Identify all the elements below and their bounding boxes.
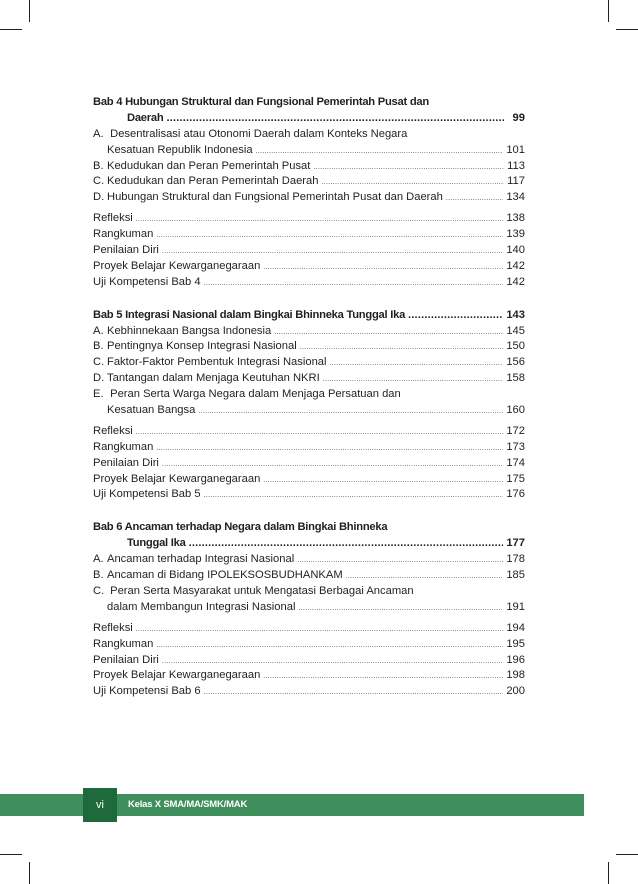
- dot-leader: [408, 308, 503, 324]
- item-title: Uji Kompetensi Bab 5: [93, 488, 201, 501]
- crop-mark: [608, 862, 609, 884]
- crop-mark: [0, 854, 22, 855]
- item-title: Penilaian Diri: [93, 244, 159, 257]
- item-title: Kesatuan Bangsa: [107, 404, 196, 417]
- chapter-title: Bab 4 Hubungan Struktural dan Fungsional Pemerintah Pusat dan: [93, 96, 429, 108]
- item-title: Kesatuan Republik Indonesia: [107, 143, 253, 156]
- page-number: 142: [506, 275, 525, 288]
- item-title: Hubungan Struktural dan Fungsional Pemerintah Pusat dan Daerah: [107, 191, 443, 204]
- dot-leader: [263, 473, 503, 489]
- toc-entry: [93, 403, 525, 419]
- item-title: Proyek Belajar Kewarganegaraan: [93, 259, 261, 272]
- toc-entry: [93, 190, 525, 206]
- page-number: 143: [506, 308, 525, 321]
- toc-entry: [93, 259, 525, 275]
- page-number: 160: [506, 404, 525, 417]
- page-number: 113: [507, 159, 525, 172]
- crop-mark: [608, 0, 609, 22]
- page-number: 175: [506, 472, 525, 485]
- chapter-heading: [93, 520, 525, 536]
- dot-leader: [313, 160, 504, 176]
- page-number: 195: [506, 637, 525, 650]
- dot-leader: [189, 536, 504, 552]
- dot-leader: [346, 569, 504, 585]
- toc-entry: [93, 324, 525, 340]
- page-number: 196: [506, 653, 525, 666]
- dot-leader: [300, 340, 504, 356]
- item-letter: A.: [93, 324, 104, 337]
- toc-entry: [93, 472, 525, 488]
- dot-leader: [162, 654, 503, 670]
- item-letter: C.: [93, 356, 105, 369]
- chapter-heading: [93, 111, 525, 127]
- item-letter: A.: [93, 127, 104, 140]
- crop-mark: [616, 854, 638, 855]
- page-number: 139: [506, 228, 525, 241]
- toc-entry: [93, 355, 525, 371]
- chapter-heading: [93, 95, 525, 111]
- toc-entry: [93, 552, 525, 568]
- dot-leader: [263, 260, 503, 276]
- item-title: Peran Serta Warga Negara dalam Menjaga Persatuan dan: [110, 388, 401, 401]
- toc-entry: [93, 584, 525, 600]
- page-number: 198: [506, 669, 525, 682]
- toc-entry: [93, 487, 525, 503]
- toc-entry: [93, 637, 525, 653]
- dot-leader: [204, 685, 504, 701]
- page-number: 99: [512, 111, 525, 124]
- toc-entry: [93, 668, 525, 684]
- toc-entry: [93, 143, 525, 159]
- chapter-title: Bab 5 Integrasi Nasional dalam Bingkai Bhinneka Tunggal Ika: [93, 308, 406, 321]
- toc-entry: [93, 127, 525, 143]
- dot-leader: [156, 441, 503, 457]
- dot-leader: [156, 638, 503, 654]
- chapter-title: Tunggal Ika: [127, 537, 186, 550]
- dot-leader: [162, 457, 503, 473]
- item-title: Uji Kompetensi Bab 6: [93, 685, 201, 698]
- page-number: 142: [506, 259, 525, 272]
- item-title: Rangkuman: [93, 440, 154, 453]
- page-number: 140: [506, 244, 525, 257]
- dot-leader: [162, 244, 503, 260]
- toc-entry: [93, 174, 525, 190]
- crop-mark: [29, 0, 30, 22]
- toc-entry: [93, 159, 525, 175]
- item-letter: C.: [93, 175, 105, 188]
- dot-leader: [330, 356, 504, 372]
- dot-leader: [198, 404, 503, 420]
- item-title: Kedudukan dan Peran Pemerintah Pusat: [107, 159, 311, 172]
- toc-entry: [93, 275, 525, 291]
- item-title: Ancaman di Bidang IPOLEKSOSBUDHANKAM: [107, 569, 343, 582]
- item-title: Refleksi: [93, 621, 133, 634]
- page-number: 172: [506, 424, 525, 437]
- toc-entry: [93, 456, 525, 472]
- dot-leader: [204, 276, 504, 292]
- chapter-heading: [93, 536, 525, 552]
- item-title: Ancaman terhadap Integrasi Nasional: [107, 553, 295, 566]
- page-number: 176: [506, 488, 525, 501]
- crop-mark: [0, 29, 22, 30]
- dot-leader: [156, 228, 503, 244]
- item-title: Rangkuman: [93, 637, 154, 650]
- item-title: Refleksi: [93, 212, 133, 225]
- dot-leader: [256, 144, 504, 160]
- page-number: 134: [506, 191, 525, 204]
- dot-leader: [298, 601, 503, 617]
- toc-entry: [93, 600, 525, 616]
- dot-leader: [297, 553, 503, 569]
- page-number: 191: [506, 600, 525, 613]
- item-title: Desentralisasi atau Otonomi Daerah dalam Konteks Negara: [110, 127, 408, 140]
- item-letter: B.: [93, 340, 104, 353]
- toc-entry: [93, 621, 525, 637]
- toc-entry: [93, 653, 525, 669]
- toc-entry: [93, 339, 525, 355]
- item-letter: C.: [93, 584, 105, 597]
- page-number: 174: [506, 456, 525, 469]
- page-number: 156: [506, 356, 525, 369]
- page-number: 178: [506, 553, 525, 566]
- page-number: 158: [506, 372, 525, 385]
- item-title: Rangkuman: [93, 228, 154, 241]
- page-number: 117: [507, 175, 525, 188]
- item-letter: B.: [93, 569, 104, 582]
- chapter-heading: [93, 308, 525, 324]
- dot-leader: [136, 425, 504, 441]
- toc-entry: [93, 440, 525, 456]
- item-letter: D.: [93, 372, 105, 385]
- item-title: Refleksi: [93, 424, 133, 437]
- dot-leader: [136, 622, 504, 638]
- toc-entry: [93, 568, 525, 584]
- page-number: 200: [506, 685, 525, 698]
- crop-mark: [616, 29, 638, 30]
- item-title: Tantangan dalam Menjaga Keutuhan NKRI: [107, 372, 320, 385]
- chapter-title: Daerah: [127, 111, 164, 124]
- item-title: Pentingnya Konsep Integrasi Nasional: [107, 340, 297, 353]
- toc-entry: [93, 227, 525, 243]
- page-number: 194: [506, 621, 525, 634]
- dot-leader: [136, 212, 504, 228]
- page-number: 185: [506, 569, 525, 582]
- toc-entry: [93, 211, 525, 227]
- item-title: Kedudukan dan Peran Pemerintah Daerah: [107, 175, 319, 188]
- item-letter: D.: [93, 191, 105, 204]
- item-title: Faktor-Faktor Pembentuk Integrasi Nasional: [107, 356, 327, 369]
- dot-leader: [204, 488, 504, 504]
- table-of-contents: [93, 95, 525, 700]
- page-number: 101: [506, 143, 525, 156]
- item-letter: A.: [93, 553, 104, 566]
- dot-leader: [323, 372, 504, 388]
- toc-entry: [93, 371, 525, 387]
- page-number: 173: [506, 440, 525, 453]
- chapter-title: Bab 6 Ancaman terhadap Negara dalam Bingkai Bhinneka: [93, 521, 388, 534]
- dot-leader: [166, 111, 504, 127]
- toc-entry: [93, 424, 525, 440]
- toc-entry: [93, 387, 525, 403]
- dot-leader: [321, 175, 504, 191]
- toc-entry: [93, 684, 525, 700]
- dot-leader: [446, 191, 503, 207]
- item-title: Uji Kompetensi Bab 4: [93, 275, 201, 288]
- item-title: Penilaian Diri: [93, 456, 159, 469]
- page-number: 145: [506, 324, 525, 337]
- item-title: dalam Membangun Integrasi Nasional: [107, 600, 296, 613]
- page-number: 177: [506, 537, 525, 550]
- item-title: Peran Serta Masyarakat untuk Mengatasi Berbagai Ancaman: [110, 584, 414, 597]
- footer-book-label: Kelas X SMA/MA/SMK/MAK: [128, 799, 248, 810]
- footer-page-number: vi: [83, 788, 117, 822]
- dot-leader: [263, 669, 503, 685]
- item-letter: B.: [93, 159, 104, 172]
- item-title: Proyek Belajar Kewarganegaraan: [93, 472, 261, 485]
- item-letter: E.: [93, 388, 104, 401]
- item-title: Kebhinnekaan Bangsa Indonesia: [107, 324, 272, 337]
- toc-entry: [93, 243, 525, 259]
- item-title: Proyek Belajar Kewarganegaraan: [93, 669, 261, 682]
- page-number: 138: [506, 212, 525, 225]
- crop-mark: [29, 862, 30, 884]
- page-number: 150: [506, 340, 525, 353]
- item-title: Penilaian Diri: [93, 653, 159, 666]
- dot-leader: [274, 325, 503, 341]
